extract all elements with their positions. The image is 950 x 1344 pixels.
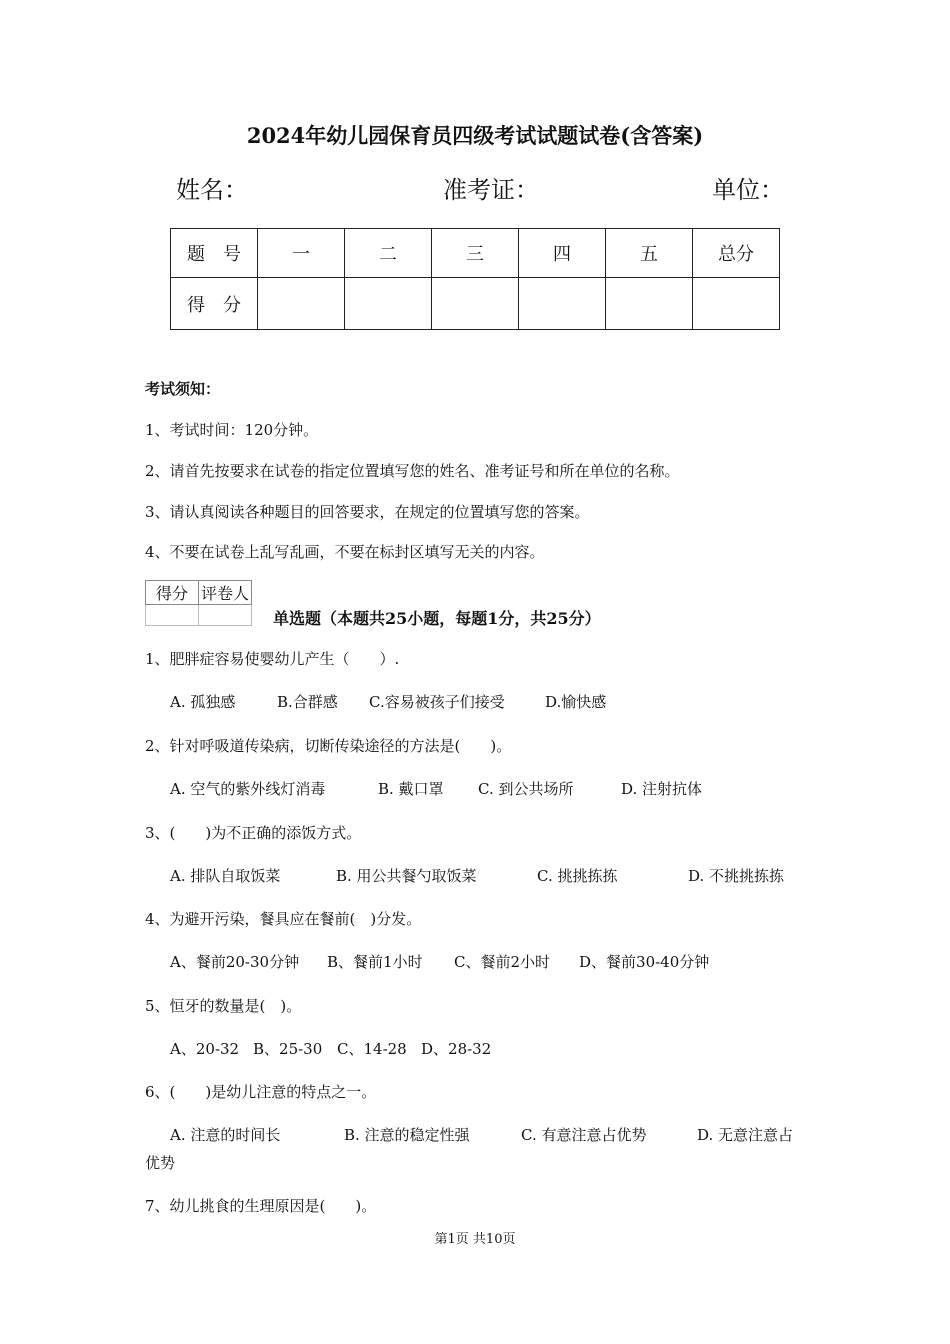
score-cell-2 <box>345 278 432 330</box>
grader-score-label: 得分 <box>146 581 199 605</box>
score-header-2: 二 <box>345 229 432 278</box>
option: A. 孤独感 <box>170 693 236 711</box>
option: A、餐前20-30分钟 <box>170 953 300 971</box>
option: B. 用公共餐勺取饭菜 <box>336 867 477 885</box>
score-header-3: 三 <box>432 229 519 278</box>
note-item: 4、不要在试卷上乱写乱画，不要在标封区填写无关的内容。 <box>145 543 545 561</box>
score-cell-1 <box>258 278 345 330</box>
grader-box <box>145 580 252 626</box>
option: A. 空气的紫外线灯消毒 <box>170 780 326 798</box>
score-table <box>170 228 780 330</box>
score-cell-5 <box>606 278 693 330</box>
score-row-label: 得 分 <box>171 278 258 330</box>
option: B、25-30 <box>253 1040 323 1058</box>
option: D.愉快感 <box>545 693 607 711</box>
score-cell-4 <box>519 278 606 330</box>
question: 2、针对呼吸道传染病，切断传染途径的方法是( )。 <box>145 737 512 755</box>
note-item: 3、请认真阅读各种题目的回答要求，在规定的位置填写您的答案。 <box>145 503 590 521</box>
option: A. 注意的时间长 <box>170 1126 281 1144</box>
note-item: 1、考试时间：120分钟。 <box>145 421 319 439</box>
question: 3、( )为不正确的添饭方式。 <box>145 824 362 842</box>
option: D. 不挑挑拣拣 <box>688 867 785 885</box>
option: C. 到公共场所 <box>478 780 574 798</box>
option: D、28-32 <box>421 1040 492 1058</box>
note-item: 2、请首先按要求在试卷的指定位置填写您的姓名、准考证号和所在单位的名称。 <box>145 462 680 480</box>
question: 6、( )是幼儿注意的特点之一。 <box>145 1083 377 1101</box>
option: D. 注射抗体 <box>621 780 703 798</box>
unit-label: 单位： <box>712 176 784 204</box>
option: B、餐前1小时 <box>327 953 423 971</box>
exam-id-label: 准考证： <box>443 176 539 204</box>
score-header-1: 一 <box>258 229 345 278</box>
question: 7、幼儿挑食的生理原因是( )。 <box>145 1197 377 1215</box>
grader-score-cell <box>146 605 199 626</box>
grader-name-cell <box>199 605 252 626</box>
name-label: 姓名： <box>176 176 248 204</box>
page-title: 2024年幼儿园保育员四级考试试题试卷(含答案) <box>246 123 704 148</box>
score-header-5: 五 <box>606 229 693 278</box>
question: 4、为避开污染，餐具应在餐前( )分发。 <box>145 910 422 928</box>
option: C. 有意注意占优势 <box>521 1126 647 1144</box>
grader-name-label: 评卷人 <box>199 581 252 605</box>
option-wrap: 优势 <box>145 1154 176 1172</box>
option: D、餐前30-40分钟 <box>579 953 710 971</box>
option: B. 戴口罩 <box>378 780 444 798</box>
section-title: 单选题（本题共25小题，每题1分，共25分） <box>273 609 601 628</box>
question: 5、恒牙的数量是( )。 <box>145 997 302 1015</box>
score-cell-3 <box>432 278 519 330</box>
option: C.容易被孩子们接受 <box>369 693 505 711</box>
option: C. 挑挑拣拣 <box>537 867 618 885</box>
question: 1、肥胖症容易使婴幼儿产生（ ）. <box>145 650 400 668</box>
option: C、14-28 <box>337 1040 407 1058</box>
score-header-label: 题 号 <box>171 229 258 278</box>
option: A、20-32 <box>170 1040 240 1058</box>
option: D. 无意注意占 <box>697 1126 794 1144</box>
score-header-4: 四 <box>519 229 606 278</box>
option: B.合群感 <box>277 693 338 711</box>
option: B. 注意的稳定性强 <box>344 1126 470 1144</box>
notes-heading: 考试须知： <box>145 380 221 398</box>
score-cell-total <box>693 278 780 330</box>
score-header-total: 总分 <box>693 229 780 278</box>
option: A. 排队自取饭菜 <box>170 867 281 885</box>
page-footer: 第1页 共10页 <box>434 1232 516 1247</box>
option: C、餐前2小时 <box>454 953 551 971</box>
